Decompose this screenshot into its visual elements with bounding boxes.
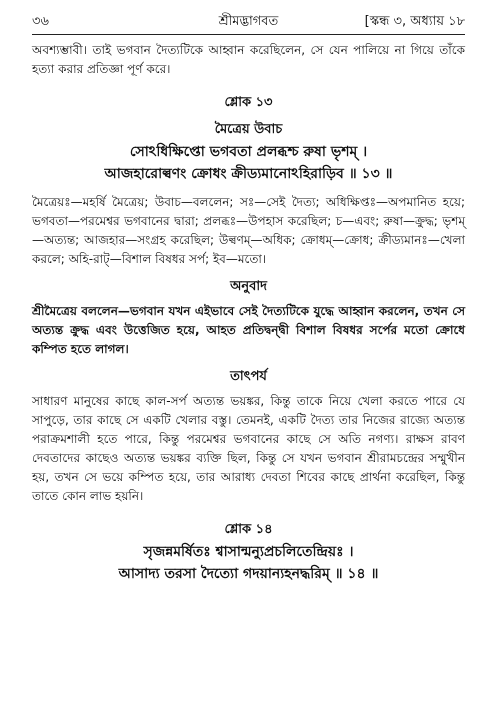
page-header (32, 10, 465, 32)
chapter-reference: [স্কন্ধ ৩, অধ্যায় ১৮ (364, 14, 465, 29)
page-number: ৩৬ (32, 14, 49, 29)
verse-13-line-1: সোঽধিক্ষিপ্তো ভগবতা প্রলব্ধশ্চ রুষা ভৃশম্ । (129, 144, 368, 160)
verse-14-line-1: সৃজন্নমর্ষিতঃ শ্বাসান্মন্যুপ্রচলিতেন্দ্রিয়ঃ । (143, 544, 354, 560)
verse-14-line-2: আসাদ্য তরসা দৈত্যো গদয়ান্যহনদ্ধরিম্ ॥ ১৪ ॥ (118, 566, 379, 582)
verse-13-purport: সাধারণ মানুষের কাছে কাল-সর্প অত্যন্ত ভয়ঙ্কর, কিন্তু তাকে নিয়ে খেলা করতে পারে যে সাপুড়ে, তার কাছে সে একটি খেলার বস্তু। তেমনই, একটি দৈত্য তার নিজের রাজ্যে অত্যন্ত পরাক্রমশালী হতে পারে, কিন্তু পরমেশ্বর ভগবানের কাছে সে অতি নগণ্য। রাক্ষস রাবণ দেবতাদের কাছেও অত্যন্ত ভয়ঙ্কর ব্যক্তি ছিল, কিন্তু সে যখন ভগবান শ্রীরামচন্দ্রের সম্মুখীন হয়, তখন সে ভয়ে কম্পিত হয়ে, তার আরাধ্য দেবতা শিবের কাছে প্রার্থনা করেছিল, কিন্তু তাতে কোন লাভ হয়নি। (32, 394, 465, 503)
verse-13-line-2: আজহারোল্বণং ক্রোধং ক্রীড্যমানোঽহিরাড়িব ॥ ১৩ ॥ (104, 166, 393, 182)
verse-13-synonyms: মৈত্রেয়ঃ—মহর্ষি মৈত্রেয়; উবাচ—বললেন; সঃ—সেই দৈত্য; অধিক্ষিপ্তঃ—অপমানিত হয়ে; ভগবতা—পরমেশ্বর ভগবানের দ্বারা; প্রলব্ধঃ—উপহাস করেছিল; চ—এবং; রুষা—ক্রুদ্ধ; ভৃশম্—অত্যন্ত; আজহার—সংগ্রহ করেছিল; উল্বণম্—অধিক; ক্রোধম্—ক্রোধ; ক্রীড্যমানঃ—খেলা করলে; অহি-রাট্—বিশাল বিষধর সর্প; ইব—মতো। (32, 195, 465, 266)
intro-paragraph: অবশ্যম্ভাবী। তাই ভগবান দৈত্যটিকে আহ্বান করেছিলেন, সে যেন পালিয়ে না গিয়ে তাঁকে হত্যা করার প্রতিজ্ঞা পূর্ণ করে। (32, 43, 465, 76)
book-title: শ্রীমদ্ভাগবত (218, 14, 279, 29)
translation-title: অনুবাদ (230, 279, 267, 294)
verse-13-heading: শ্লোক ১৩ (224, 95, 273, 110)
verse-14-heading: শ্লোক ১৪ (224, 522, 273, 537)
header-rule (32, 34, 465, 35)
purport-title: তাৎপর্য (230, 369, 267, 384)
verse-13-speaker: মৈত্রেয় উবাচ (214, 122, 283, 137)
verse-13-translation: শ্রীমৈত্রেয় বললেন—ভগবান যখন এইভাবে সেই দৈত্যটিকে যুদ্ধে আহ্বান করলেন, তখন সে অত্যন্ত ক্রুদ্ধ এবং উত্তেজিত হয়ে, আহত প্রতিদ্বন্দ্বী বিশাল বিষধর সর্পের মতো ক্রোধে কম্পিত হতে লাগল। (32, 304, 465, 356)
